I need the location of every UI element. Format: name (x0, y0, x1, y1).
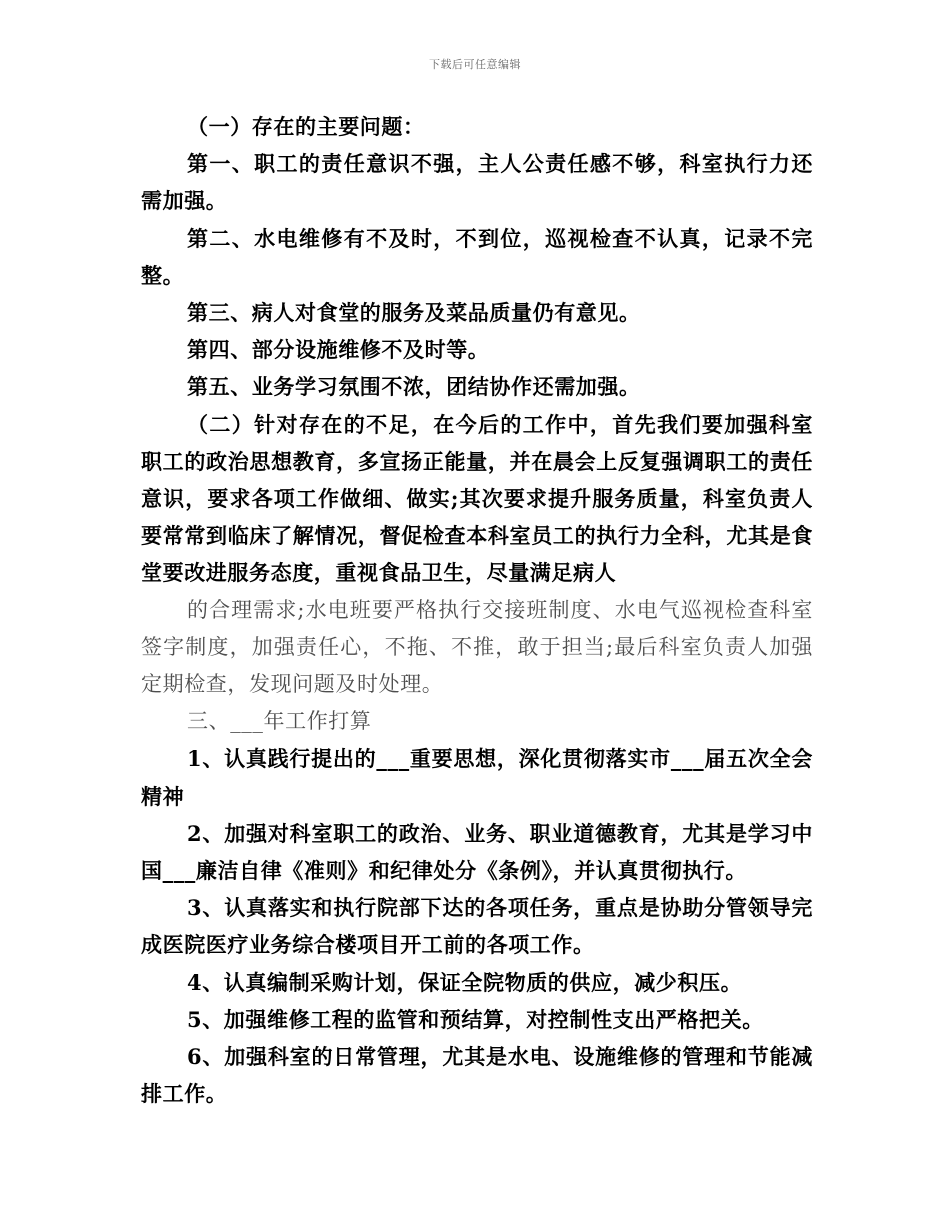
paragraph-plan-heading: 三、___年工作打算 (187, 709, 372, 734)
document-body (141, 108, 813, 1112)
paragraph-problem-1: 第一、职工的责任意识不强，主人公责任感不够，科室执行力还需加强。 (141, 151, 813, 214)
paragraph-problem-3: 第三、病人对食堂的服务及菜品质量仍有意见。 (187, 300, 641, 326)
page-header: 下载后可任意编辑 (429, 58, 521, 71)
paragraph-plan-4: 4、认真编制采购计划，保证全院物质的供应，减少积压。 (187, 969, 743, 995)
paragraph-plan-1: 1、认真践行提出的___重要思想，深化贯彻落实市___届五次全会精神 (141, 746, 813, 809)
paragraph-problem-2: 第二、水电维修有不及时，不到位，巡视检查不认真，记录不完整。 (141, 225, 813, 288)
paragraph-problems-heading: （一）存在的主要问题： (187, 114, 425, 139)
paragraph-measures: （二）针对存在的不足，在今后的工作中，首先我们要加强科室职工的政治思想教育，多宣扬正能量，并在晨会上反复强调职工的责任意识，要求各项工作做细、做实;其次要求提升服务质量，科室负责人要常常到临床了解情况，督促检查本科室员工的执行力全科，尤其是食堂要改进服务态度，重视食品卫生，尽量满足病人 (141, 411, 813, 586)
paragraph-plan-5: 5、加强维修工程的监管和预结算，对控制性支出严格把关。 (187, 1006, 764, 1032)
paragraph-plan-6: 6、加强科室的日常管理，尤其是水电、设施维修的管理和节能减排工作。 (141, 1044, 813, 1107)
paragraph-plan-3: 3、认真落实和执行院部下达的各项任务，重点是协助分管领导完成医院医疗业务综合楼项目开工前的各项工作。 (141, 895, 813, 958)
paragraph-plan-2: 2、加强对科室职工的政治、业务、职业道德教育，尤其是学习中国___廉洁自律《准则》和纪律处分《条例》，并认真贯彻执行。 (141, 820, 813, 884)
paragraph-problem-4: 第四、部分设施维修不及时等。 (187, 337, 490, 363)
paragraph-problem-5: 第五、业务学习氛围不浓，团结协作还需加强。 (187, 374, 641, 400)
paragraph-measures-continued: 的合理需求;水电班要严格执行交接班制度、水电气巡视检查科室签字制度，加强责任心，不拖、不推，敢于担当;最后科室负责人加强定期检查，发现问题及时处理。 (141, 597, 813, 697)
